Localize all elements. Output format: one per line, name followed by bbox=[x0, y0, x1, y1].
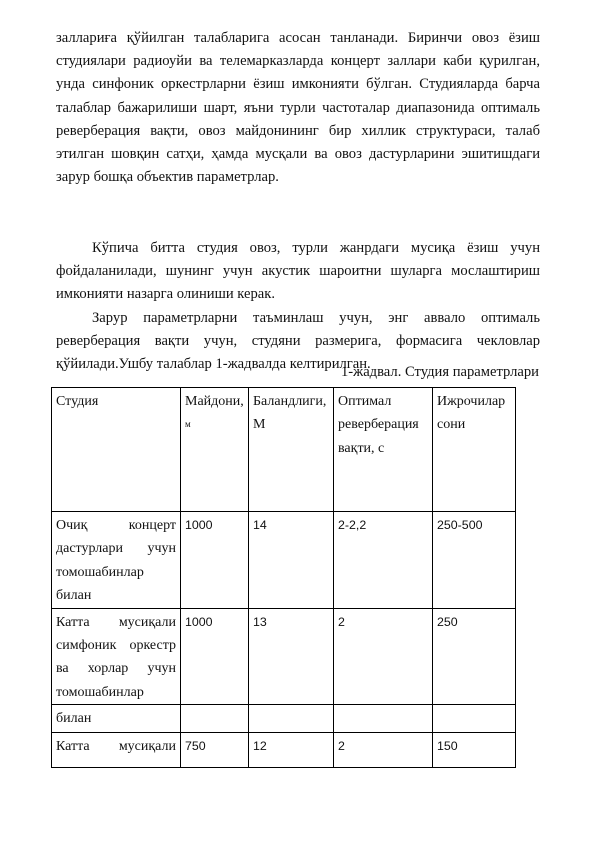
row-1-studio bbox=[52, 512, 181, 609]
row-2-studio bbox=[52, 608, 181, 705]
row-4-area: 750 bbox=[181, 733, 249, 768]
header-area-unit: м bbox=[185, 419, 191, 430]
row-3-studio bbox=[52, 705, 181, 733]
row-2-height: 13 bbox=[249, 608, 334, 705]
row-1-studio-line-4: билан bbox=[56, 588, 92, 604]
row-3-height bbox=[249, 705, 334, 733]
paragraph-1: заллариға қўйилган талабларига асосан танланади. Биринчи овоз ёзиш студиялари радиоуйи ва телемарказларда концерт заллари каби қурилган, унда синфоник оркестрларни ёзиш имконияти бўлган. Студияларда барча талаблар бажарилиши шарт, яъни турли частоталар диапазонида оптималь реверберация вақти, овоз майдонининг бир хиллик структураси, талаб этилган шовқин сатҳи, ҳамда мусқали ва овоз дастурларини эшитишдаги зарур бошқа объектив параметрлар. bbox=[56, 30, 540, 186]
row-2-studio-line-4: томошабинлар bbox=[56, 684, 144, 700]
paragraph-3: Зарур параметрларни таъминлаш учун, энг аввало оптималь реверберация вақти учун, студяни размерига, формасига чекловлар қўйилади.Ушбу талаблар 1-жадвалда келтирилган. bbox=[56, 310, 540, 373]
header-height bbox=[249, 388, 334, 512]
table-caption: 1-жадвал. Студия параметрлари bbox=[340, 364, 539, 380]
row-1-performers: 250-500 bbox=[433, 512, 516, 609]
row-3-area bbox=[181, 705, 249, 733]
row-4-performers: 150 bbox=[433, 733, 516, 768]
row-1-area: 1000 bbox=[181, 512, 249, 609]
header-reverb bbox=[334, 388, 433, 512]
row-1-studio-line-3: томошабинлар bbox=[56, 564, 144, 580]
row-1-reverb: 2-2,2 bbox=[334, 512, 433, 609]
studio-parameters-table bbox=[51, 387, 516, 768]
table-header-row bbox=[52, 388, 516, 512]
header-reverb-line-3: вақти, с bbox=[338, 440, 385, 456]
paragraph-2: Кўпича битта студия овоз, турли жанрдаги мусиқа ёзиш учун фойдаланилади, шунинг учун акустик шароитни шуларга мослаштириш имконияти назарга олиниши керак. bbox=[56, 240, 540, 303]
header-reverb-line-2: реверберация bbox=[338, 417, 419, 433]
header-performers-line-2: сони bbox=[437, 417, 466, 433]
row-2-studio-line-1: Катта мусиқали bbox=[56, 614, 176, 630]
row-1-height: 14 bbox=[249, 512, 334, 609]
header-height-label: Баландлиги, bbox=[253, 394, 327, 409]
row-4-studio bbox=[52, 733, 181, 768]
row-1-studio-line-2: дастурлари учун bbox=[56, 541, 176, 557]
row-4-height: 12 bbox=[249, 733, 334, 768]
header-studio: Студия bbox=[52, 388, 181, 512]
table-row bbox=[52, 512, 516, 609]
row-2-studio-line-2: симфоник оркестр bbox=[56, 638, 176, 654]
row-3-performers bbox=[433, 705, 516, 733]
table-row bbox=[52, 733, 516, 768]
row-3-reverb bbox=[334, 705, 433, 733]
table-row bbox=[52, 608, 516, 705]
header-area bbox=[181, 388, 249, 512]
row-4-studio-line-1: Катта мусиқали bbox=[56, 739, 176, 755]
row-2-performers: 250 bbox=[433, 608, 516, 705]
row-1-studio-line-1: Очиқ концерт bbox=[56, 518, 176, 533]
header-performers-line-1: Ижрочилар bbox=[437, 394, 506, 409]
row-3-studio-line-1: билан bbox=[56, 711, 92, 727]
row-2-studio-line-3: ва хорлар учун bbox=[56, 661, 176, 677]
header-reverb-line-1: Оптимал bbox=[338, 394, 392, 409]
row-4-reverb: 2 bbox=[334, 733, 433, 768]
header-performers bbox=[433, 388, 516, 512]
table-row bbox=[52, 705, 516, 733]
row-2-reverb: 2 bbox=[334, 608, 433, 705]
header-area-label: Майдони, bbox=[185, 394, 244, 409]
header-height-unit: М bbox=[253, 417, 266, 433]
row-2-area: 1000 bbox=[181, 608, 249, 705]
